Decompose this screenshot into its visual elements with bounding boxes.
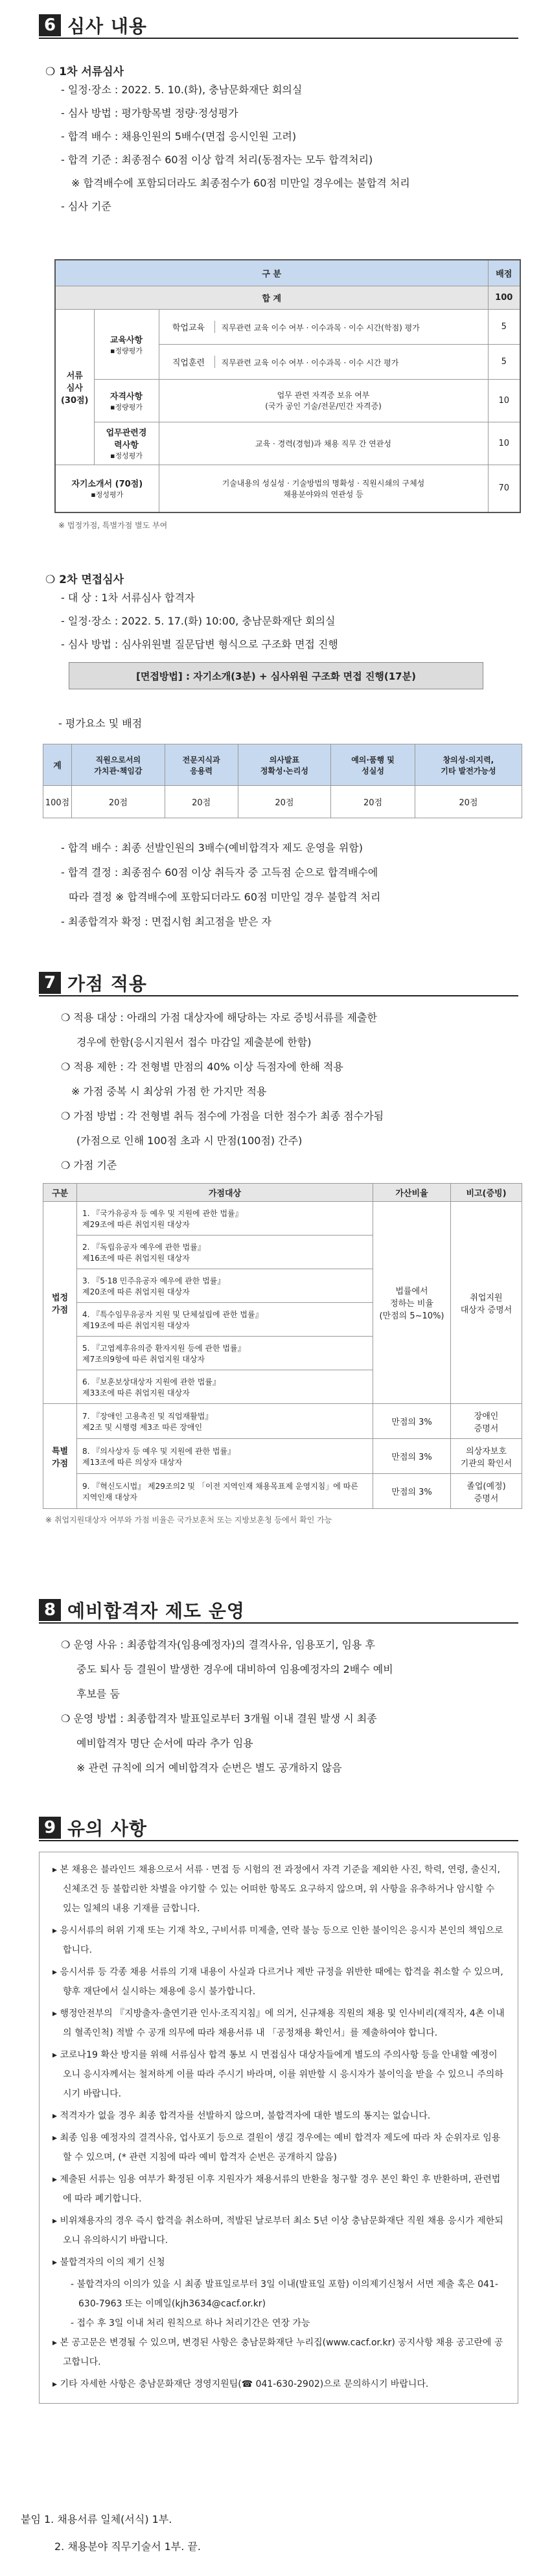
notice-item: ▸ 기타 자세한 사항은 충남문화재단 경영지원팀(☎ 041-630-2902)으로 문의하시기 바랍니다. (52, 2379, 429, 2389)
special-ratio: 만점의 3% (373, 1439, 451, 1474)
eval-header: 예의·품행 및 성실성 (331, 744, 415, 786)
section-title: 가점 적용 (67, 973, 147, 995)
bonus-header: 구분 (43, 1184, 77, 1202)
section-9-header (39, 1815, 518, 1841)
criteria-note: ※ 법정가점, 특별가점 별도 부여 (58, 521, 168, 530)
intro-desc: 기술내용의 성실성 · 기술방법의 명확성 · 직원시쇄의 구체성 채용분야와의 연관성 등 (159, 465, 488, 512)
edu-row (159, 309, 488, 344)
eval-table (43, 744, 522, 818)
eval-header: 계 (43, 744, 72, 786)
notice-item: ▸ 불합격자의 이의 제기 신청 (52, 2257, 165, 2268)
cert-desc: 업무 관련 자격증 보유 여부 (국가 공인 기술/전문/민간 자격증) (159, 379, 488, 422)
reserve-line: 중도 퇴사 등 결원이 발생한 경우에 대비하여 임용예정자의 2배수 예비 (76, 1663, 393, 1675)
header-score: 배점 (488, 260, 520, 286)
notice-item: ▸ 제출된 서류는 임용 여부가 확정된 이후 지원자가 채용서류의 반환을 청구할 경우 본인 확인 후 반환하며, 관련법에 따라 폐기합니다. (52, 2174, 501, 2204)
law-item: 2. 『독립유공자 예우에 관한 법률』 제16조에 따른 취업지원 대상자 (77, 1236, 373, 1269)
attachment-line: 붙임 1. 채용서류 일체(서식) 1부. (21, 2513, 172, 2525)
notice-box (39, 1852, 518, 2404)
notice-item: ▸ 본 공고문은 변경될 수 있으며, 변경된 사항은 충남문화재단 누리집(www.cacf.or.kr) 공지사항 채용 공고란에 공고합니다. (52, 2338, 503, 2367)
total-score: 100 (488, 286, 520, 309)
bonus-table-wrap (43, 1183, 522, 1525)
intro-score: 70 (488, 465, 520, 512)
notice-subitem: - 접수 후 3일 이내 처리 원칙으로 하나 처리기간은 연장 가능 (71, 2318, 310, 2329)
bonus-line: ❍ 적용 제한 : 각 전형별 만점의 40% 이상 득점자에 한해 적용 (61, 1061, 343, 1073)
section-title: 예비합격자 제도 운영 (67, 1600, 245, 1622)
round1-line: - 합격 기준 : 최종점수 60점 이상 합격 처리(동점자는 모두 합격처리) (61, 154, 373, 166)
round2-result-line: 따라 결정 ※ 합격배수에 포함되더라도 60점 미만일 경우 불합격 처리 (69, 891, 381, 903)
round2-result-line: - 최종합격자 확정 : 면접시험 최고점을 받은 자 (61, 915, 271, 928)
bonus-table (43, 1183, 522, 1509)
eval-header: 전문지식과 응용력 (165, 744, 238, 786)
notice-item: ▸ 응시서류의 허위 기재 또는 기재 착오, 구비서류 미제출, 연락 불능 등으로 인한 불이익은 응시자 본인의 책임으로 합니다. (52, 1926, 503, 1955)
exp-cell (94, 422, 159, 465)
edu-row-name: 학업교육 (163, 321, 215, 333)
edu-row-desc: 직무관련 교육 이수 여부 · 이수과목 · 이수 시간(학점) 평가 (221, 323, 420, 332)
notice-item: ▸ 비위채용자의 경우 즉시 합격을 취소하며, 적발된 날로부터 최소 5년 이상 충남문화재단 직원 채용 응시가 제한되오니 유의하시기 바랍니다. (52, 2216, 503, 2246)
round2-results (43, 836, 522, 934)
reserve-rules (43, 1633, 522, 1780)
exp-label-2: 력사항 (114, 441, 139, 450)
bonus-note: ※ 가점 중복 시 최상위 가점 한 가지만 적용 (71, 1085, 267, 1098)
exp-sub: ▪정성평가 (110, 452, 143, 460)
round2-result-line: - 합격 배수 : 최종 선발인원의 3배수(예비합격자 제도 운영을 위함) (61, 842, 363, 854)
section-6-header (39, 13, 518, 39)
bonus-line: ❍ 적용 대상 : 아래의 가점 대상자에 해당하는 자로 증빙서류를 제출한 (61, 1011, 377, 1024)
section-number: 7 (39, 972, 61, 994)
reserve-line: ❍ 운영 사유 : 최종합격자(임용예정자)의 결격사유, 임용포기, 임용 후 (61, 1639, 375, 1651)
intro-cell (55, 465, 159, 512)
exp-label: 업무관련경 (106, 428, 147, 438)
bonus-line: ❍ 가점 기준 (61, 1159, 117, 1171)
reserve-line: 예비합격자 명단 순서에 따라 추가 임용 (76, 1737, 253, 1749)
law-ratio: 법률에서 정하는 비율 (만점의 5~10%) (373, 1202, 451, 1404)
exp-desc: 교육 · 경력(경험)과 채용 직무 간 연관성 (159, 422, 488, 465)
law-note: 취업지원 대상자 증명서 (451, 1202, 522, 1404)
round2-block (43, 562, 522, 656)
round1-line: - 일정·장소 : 2022. 5. 10.(화), 충남문화재단 회의실 (61, 84, 303, 96)
criteria-table-wrap (54, 259, 521, 531)
section-7-header (39, 971, 518, 996)
notice-item: ▸ 본 채용은 블라인드 채용으로서 서류 · 면접 등 시험의 전 과정에서 자격 기준을 제외한 사진, 학력, 연령, 출신지, 신체조건 등 불합리한 차별을 야기할 수 있는 어떠한 항목도 요구하지 않으며, 위 사항을 유추하거나 암시할 수 있는 일체의 내용 기재를 금합니다. (52, 1865, 500, 1914)
round1-line: - 합격 배수 : 채용인원의 5배수(면접 응시인원 고려) (61, 130, 297, 143)
section-7 (39, 971, 518, 996)
notice-item: ▸ 코로나19 확산 방지를 위해 서류심사 합격 통보 시 면접심사 대상자들에게 별도의 주의사항 등을 안내할 예정이오니 응시자께서는 철저하게 이를 따라 주시기 바라며, 이를 위반할 시 응시자가 불이익을 받을 수 있으니 주의하시기 바랍니다. (52, 2050, 503, 2099)
cert-score: 10 (488, 379, 520, 422)
section-9 (39, 1815, 518, 1841)
law-item: 5. 『고엽제후유의증 환자지원 등에 관한 법률』 제7조의9항에 따른 취업지원 대상자 (77, 1337, 373, 1370)
attachment-line: 2. 채용분야 직무기술서 1부. 끝. (54, 2540, 201, 2553)
edu-row-score: 5 (488, 344, 520, 379)
eval-value: 20점 (331, 786, 415, 818)
special-item: 8. 『의사상자 등 예우 및 지원에 관한 법률』 제13조에 따른 의상자 대상자 (77, 1439, 373, 1474)
edu-row-name: 직업훈련 (163, 356, 215, 368)
bonus-rules (43, 1006, 522, 1178)
eval-value: 20점 (415, 786, 522, 818)
section-number: 9 (39, 1817, 61, 1839)
round1-line: - 심사 기준 (61, 200, 111, 213)
section-title: 유의 사항 (67, 1818, 147, 1839)
section-8-header (39, 1598, 518, 1624)
bonus-line: ❍ 가점 방법 : 각 전형별 취득 점수에 가점을 더한 점수가 최종 점수가됨 (61, 1110, 384, 1122)
section-8 (39, 1598, 518, 1624)
eval-value: 20점 (238, 786, 331, 818)
law-label: 법정 가점 (43, 1202, 77, 1404)
reserve-note: ※ 관련 규칙에 의거 예비합격자 순번은 별도 공개하지 않음 (76, 1762, 342, 1774)
bonus-line: 경우에 한함(응시지원서 접수 마감일 제출분에 한함) (76, 1036, 312, 1048)
section-title: 심사 내용 (67, 16, 147, 37)
edu-label: 교육사항 (109, 335, 143, 345)
bonus-line: (가점으로 인해 100점 초과 시 만점(100점) 간주) (76, 1134, 303, 1147)
eval-header: 창의성·의지력, 기타 발전가능성 (415, 744, 522, 786)
round1-line: - 심사 방법 : 평가항목별 정량·정성평가 (61, 107, 238, 119)
round2-line: - 대 상 : 1차 서류심사 합격자 (61, 592, 195, 604)
round2-result-line: - 합격 결정 : 최종점수 60점 이상 취득자 중 고득점 순으로 합격배수에 (61, 866, 378, 879)
intro-label: 자기소개서 (70점) (71, 479, 143, 490)
eval-header: 의사발표 정확성·논리성 (238, 744, 331, 786)
reserve-line: ❍ 운영 방법 : 최종합격자 발표일로부터 3개월 이내 결원 발생 시 최종 (61, 1712, 377, 1725)
notice-item: ▸ 행정안전부의 『지방출자·출연기관 인사·조직지침』에 의거, 신규채용 직원의 채용 및 인사비리(재직자, 4촌 이내의 혈족인척) 적발 수 공개 의무에 따라 채용서류 내 「공정채용 확인서」를 제출하여야 합니다. (52, 2008, 505, 2038)
round1-heading: ❍ 1차 서류심사 (45, 65, 124, 78)
round2-line: - 심사 방법 : 심사위원별 질문답변 형식으로 구조화 면접 진행 (61, 638, 338, 650)
special-note: 장애인 증명서 (451, 1404, 522, 1439)
round1-block (43, 54, 522, 218)
criteria-table (54, 259, 521, 513)
edu-row-desc: 직무관련 교육 이수 여부 · 이수과목 · 이수 시간 평가 (221, 358, 399, 367)
special-label: 특별 가점 (43, 1404, 77, 1509)
edu-row-score: 5 (488, 309, 520, 344)
edu-row (159, 344, 488, 379)
eval-table-wrap (43, 744, 522, 818)
special-ratio: 만점의 3% (373, 1404, 451, 1439)
cert-sub: ▪정량평가 (110, 402, 143, 411)
eval-value: 20점 (72, 786, 165, 818)
section-number: 8 (39, 1599, 61, 1621)
notice-item: ▸ 적격자가 없을 경우 최종 합격자를 선발하지 않으며, 불합격자에 대한 별도의 통지는 없습니다. (52, 2111, 431, 2121)
special-item: 9. 『혁신도시법』 제29조의2 및 「이전 지역인재 채용목표제 운영지침」에 따른 지역인재 대상자 (77, 1474, 373, 1509)
bonus-table-note: ※ 취업지원대상자 여부와 가점 비율은 국가보훈처 또는 지방보훈청 등에서 확인 가능 (45, 1515, 332, 1524)
interview-method-box: [면접방법] : 자기소개(3분) + 심사위원 구조화 면접 진행(17분) (69, 662, 483, 689)
law-item: 3. 『5·18 민주유공자 예우에 관한 법률』 제20조에 따른 취업지원 대상자 (77, 1269, 373, 1303)
intro-sub: ▪정성평가 (91, 490, 124, 500)
eval-header: 직원으로서의 가치관·책임감 (72, 744, 165, 786)
special-item: 7. 『장애인 고용촉진 및 직업재활법』 제2조 및 시행령 제3조 따른 장애인 (77, 1404, 373, 1439)
bonus-header: 비고(증빙) (451, 1184, 522, 1202)
section-6 (39, 13, 518, 39)
cert-label: 자격사항 (109, 391, 143, 402)
section-number: 6 (39, 14, 61, 36)
special-ratio: 만점의 3% (373, 1474, 451, 1509)
reserve-line: 후보를 둠 (76, 1688, 120, 1700)
exp-score: 10 (488, 422, 520, 465)
cert-cell (94, 379, 159, 422)
eval-label: - 평가요소 및 배점 (58, 717, 143, 730)
eval-value: 20점 (165, 786, 238, 818)
bonus-header: 가산비율 (373, 1184, 451, 1202)
total-label: 합 계 (55, 286, 488, 309)
law-item: 4. 『특수임무유공자 지원 및 단체설립에 관한 법률』 제19조에 따른 취업지원 대상자 (77, 1303, 373, 1337)
special-note: 졸업(예정) 증명서 (451, 1474, 522, 1509)
law-item: 1. 『국가유공자 등 예우 및 지원에 관한 법률』 제29조에 따른 취업지원 대상자 (77, 1202, 373, 1236)
round2-heading: ❍ 2차 면접심사 (45, 573, 124, 586)
notice-item: ▸ 응시서류 등 각종 채용 서류의 기재 내용이 사실과 다르거나 제반 규정을 위반한 때에는 합격을 취소할 수 있으며, 향후 재단에서 실시하는 채용에 응시 불가합니다. (52, 1967, 503, 1997)
edu-sub: ▪정량평가 (110, 346, 143, 355)
round1-note: ※ 합격배수에 포함되더라도 최종점수가 60점 미만일 경우에는 불합격 처리 (71, 177, 410, 189)
bonus-header: 가점대상 (77, 1184, 373, 1202)
eval-value: 100점 (43, 786, 72, 818)
header-gubun: 구 분 (55, 260, 488, 286)
law-item: 6. 『보훈보상대상자 지원에 관한 법률』 제33조에 따른 취업지원 대상자 (77, 1370, 373, 1404)
round2-line: - 일정·장소 : 2022. 5. 17.(화) 10:00, 충남문화재단 회의실 (61, 615, 336, 627)
special-note: 의상자보호 기관의 확인서 (451, 1439, 522, 1474)
notice-item: ▸ 최종 임용 예정자의 결격사유, 업사포기 등으로 결원이 생길 경우에는 예비 합격자 제도에 따라 차 순위자로 임용할 수 있으며, (* 관련 지침에 따라 예비 합격자 순번은 공개하지 않음) (52, 2133, 501, 2163)
attachments (21, 2506, 513, 2560)
doc-label: 서류 심사 (30점) (55, 309, 94, 465)
edu-cell (94, 309, 159, 379)
notice-subitem: - 불합격자의 이의가 있을 시 최종 발표일로부터 3일 이내(발표일 포함) 이의제기신청서 서면 제출 혹은 041-630-7963 또는 이메일(kjh3634@cacf.or.kr) (71, 2279, 498, 2309)
